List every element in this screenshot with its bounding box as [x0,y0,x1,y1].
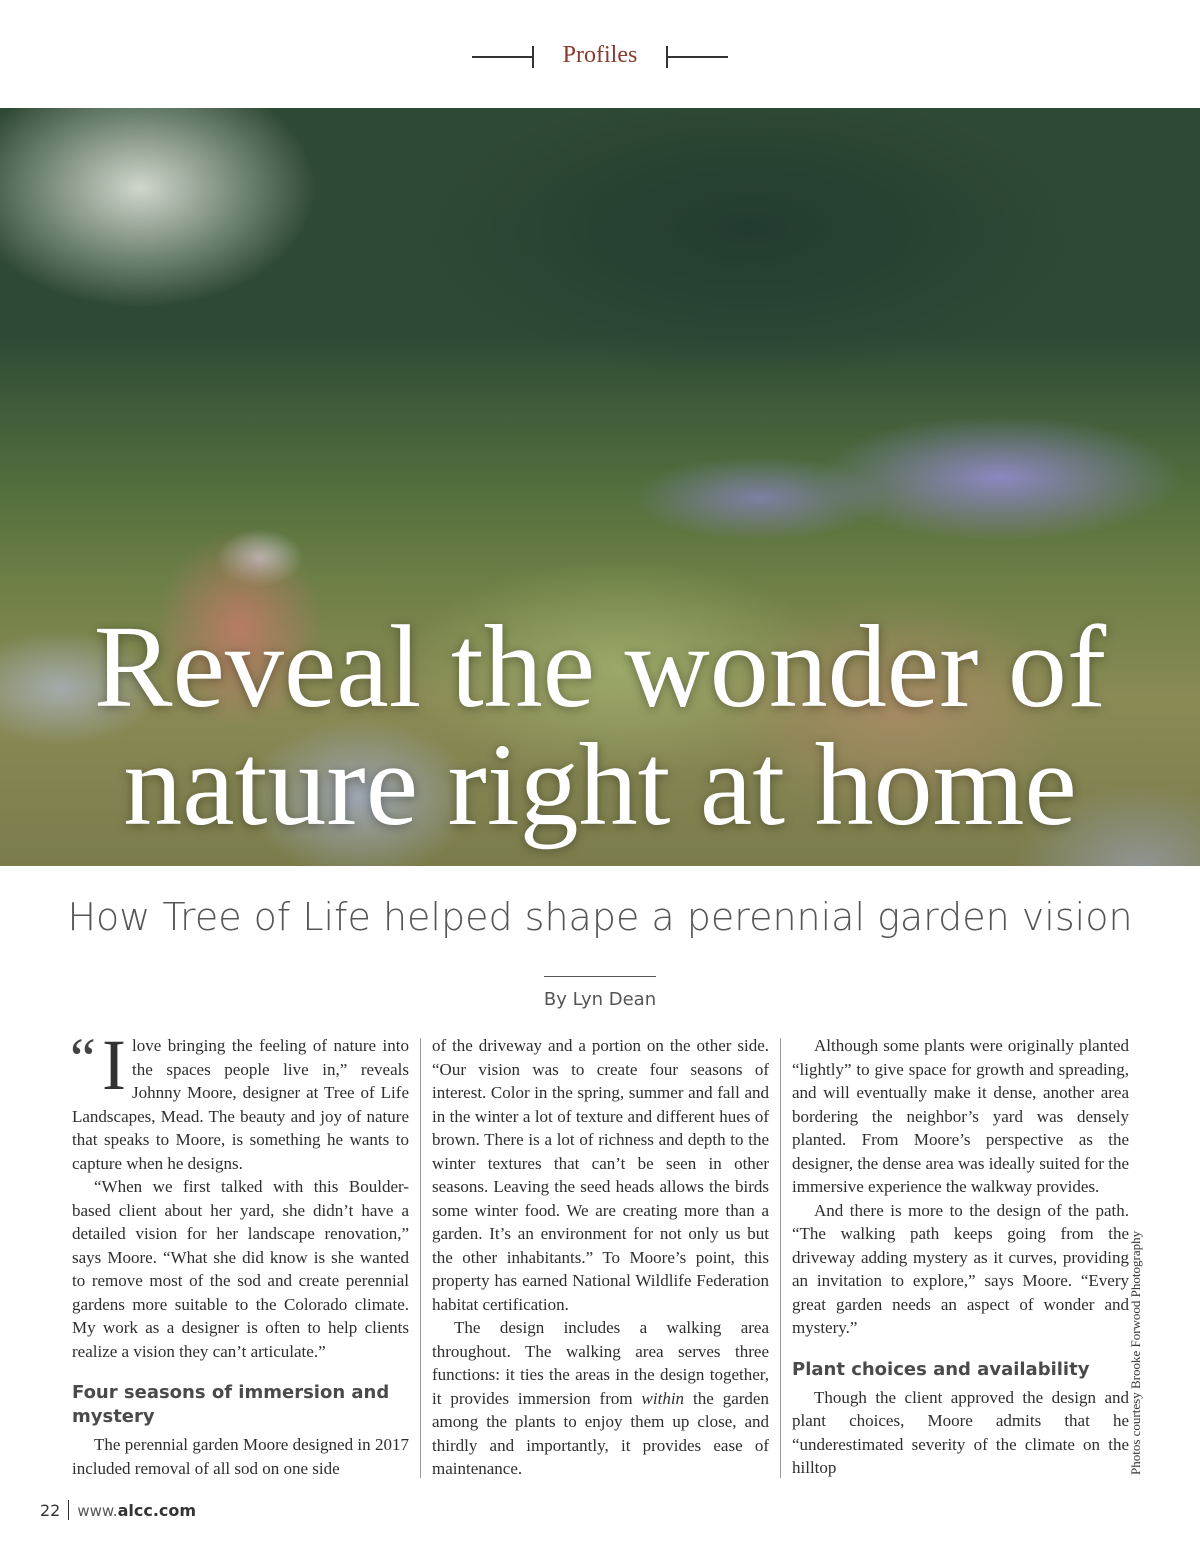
column-divider-2 [780,1038,781,1478]
column-divider-1 [420,1038,421,1478]
subtitle: How Tree of Life helped shape a perennial garden vision [67,895,1133,939]
paragraph: of the driveway and a portion on the other side. “Our vision was to create four seasons of interest. Color in the spring, summer and fall and in the winter a lot of texture and different hues of brown. There is a lot of richness and depth to the winter textures that can’t be seen in other seasons. Leaving the seed heads allows the birds some winter food. We are creating more than a garden. It’s an environment for not only us but the other inhabitants.” To Moore’s point, this property has earned National Wildlife Federation habitat certification. [432,1036,769,1314]
section-heading: Plant choices and availability [792,1358,1090,1380]
article-column-1 [70,1025,409,1484]
byline: By Lyn Dean [543,989,657,1010]
page-number: 22 [40,1501,61,1520]
section-heading: Four seasons of immersion and mystery [72,1382,390,1427]
hero-garden-photo [0,108,1200,866]
paragraph: Though the client approved the design and plant choices, Moore admits that he “underestimated severity of the climate on the hilltop [792,1387,1129,1477]
section-label: Profiles [562,42,638,68]
page-footer [40,1500,196,1524]
footer-separator [68,1500,69,1520]
paragraph [432,1316,769,1481]
emphasis-text: within [641,1388,685,1408]
footer-url-domain: alcc.com [117,1501,197,1520]
paragraph: Although some plants were originally planted “lightly” to give space for growth and spreading, and will eventually make it dense, another area bordering the neighbor’s yard was densely planted. From Moore’s perspective as the designer, the dense area was ideally suited for the immersive experience the walkway provides. [792,1036,1129,1196]
footer-url-prefix: www. [77,1502,118,1520]
hero-trees-shade [300,108,1200,408]
section-header [0,38,1200,78]
headline-line-2: nature right at home [123,719,1077,850]
paragraph: The perennial garden Moore designed in 2017 included removal of all sod on one side [72,1435,409,1478]
paragraph-text: The design includes a walking area throughout. The walking area serves three functions: it ties the areas in the design together, it provides immersion from [432,1318,769,1408]
byline-rule [544,976,656,977]
header-rule-right [666,56,728,58]
paragraph: love bringing the feeling of nature into the spaces people live in,” reveals Johnny Moore, designer at Tree of Life Landscapes, Mead. The beauty and joy of nature that speaks to Moore, is something he wants to capture when he designs. [72,1036,409,1173]
opening-paragraph [70,1025,409,1175]
article-column-3 [792,1034,1129,1484]
headline [0,601,1200,850]
drop-cap: I [102,1025,126,1105]
header-rule-left [472,56,534,58]
paragraph-text: the garden among the plants to enjoy them up close, and thirdly and importantly, it provides ease of maintenance. [432,1388,769,1478]
photo-credit: Photos courtesy Brooke Forwood Photography [1128,1230,1143,1475]
open-quote-mark: “ [70,1026,96,1091]
headline-line-1: Reveal the wonder of [93,601,1107,732]
article-column-2 [432,1034,769,1484]
paragraph: And there is more to the design of the path. “The walking path keeps going from the driveway adding mystery as it curves, providing an invitation to explore,” says Moore. “Every great garden needs an aspect of wonder and mystery.” [792,1200,1129,1337]
paragraph: “When we first talked with this Boulder-based client about her yard, she didn’t have a detailed vision for her landscape renovation,” says Moore. “What she did know is she wanted to remove most of the sod and create perennial gardens more suitable to the Colorado climate. My work as a designer is often to help clients realize a vision they can’t articulate.” [72,1177,409,1361]
